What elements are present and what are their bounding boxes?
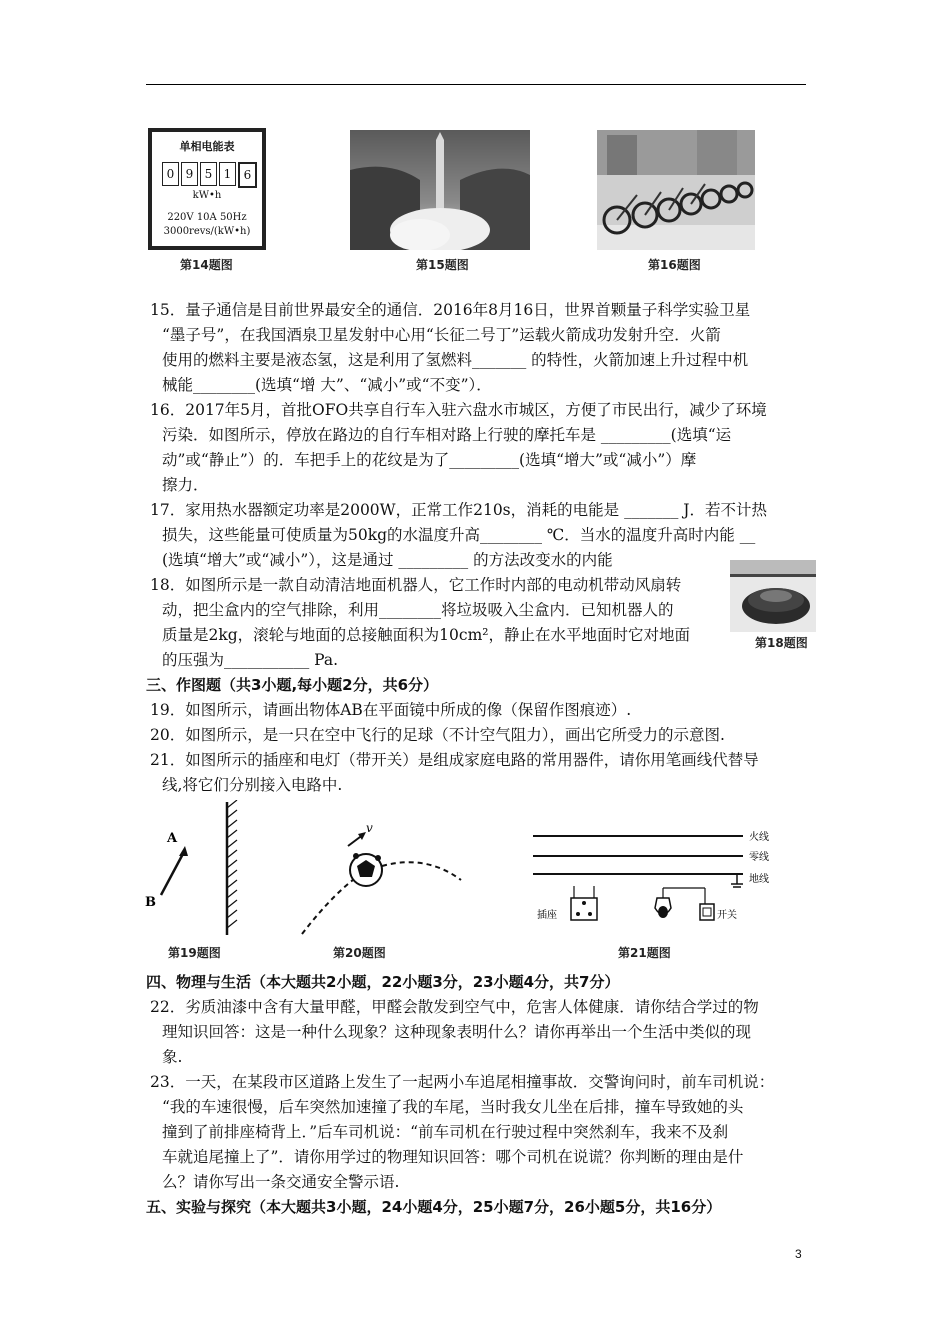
header-rule xyxy=(146,84,806,85)
section-4-heading: 四、物理与生活（本大题共2小题，22小题3分，23小题4分，共7分） xyxy=(146,973,620,991)
q23-line-3: 撞到了前排座椅背上．”后车司机说：“前车司机在行驶过程中突然刹车，我来不及刹 xyxy=(162,1123,729,1141)
page-number: 3 xyxy=(795,1247,802,1261)
q20-line-1: 20．如图所示，是一只在空中飞行的足球（不计空气阻力），画出它所受力的示意图. xyxy=(150,726,725,744)
meter-digit: 1 xyxy=(219,162,236,186)
socket-label: 插座 xyxy=(537,910,557,921)
meter-spec-2: 3000revs/(kW•h) xyxy=(163,226,251,237)
q21-line-2: 线,将它们分别接入电路中. xyxy=(162,776,343,794)
meter-digit: 0 xyxy=(162,162,179,186)
q18-line-2: 动，把尘盒内的空气排除，利用________将垃圾吸入尘盒内．已知机器人的 xyxy=(162,601,674,619)
q17-line-3: (选填“增大”或“减小”），这是通过 _________ 的方法改变水的内能 xyxy=(162,551,613,569)
meter-unit: kW•h xyxy=(192,190,222,201)
figure-20-football-diagram xyxy=(296,820,466,940)
meter-spec-1: 220V 10A 50Hz xyxy=(167,212,247,223)
q18-line-1: 18．如图所示是一款自动清洁地面机器人，它工作时内部的电动机带动风扇转 xyxy=(150,576,682,594)
q22-line-2: 理知识回答：这是一种什么现象？这种现象表明什么？请你再举出一个生活中类似的现 xyxy=(162,1023,752,1041)
figure-21-caption: 第21题图 xyxy=(618,946,671,960)
q22-line-3: 象. xyxy=(162,1048,183,1066)
q21-line-1: 21．如图所示的插座和电灯（带开关）是组成家庭电路的常用器件，请你用笔画线代替导 xyxy=(150,751,759,769)
figure-14-caption: 第14题图 xyxy=(180,258,233,272)
q23-line-4: 车就追尾撞上了”．请你用学过的物理知识回答：哪个司机在说谎？你判断的理由是什 xyxy=(162,1148,744,1166)
q23-line-2: “我的车速很慢，后车突然加速撞了我的车尾，当时我女儿坐在后排，撞车导致她的头 xyxy=(162,1098,744,1116)
figure-21-circuit-diagram xyxy=(525,826,785,936)
wire-zero-label: 零线 xyxy=(749,852,769,863)
q15-line-2: “墨子号”，在我国酒泉卫星发射中心用“长征二号丁”运载火箭成功发射升空．火箭 xyxy=(162,326,721,344)
meter-title: 单相电能表 xyxy=(179,140,235,153)
figure-16-bikes-photo xyxy=(597,130,755,250)
figure-20-caption: 第20题图 xyxy=(333,946,386,960)
q16-line-3: 动”或“静止”）的．车把手上的花纹是为了_________(选填“增大”或“减小”）摩 xyxy=(162,451,697,469)
figure-15-caption: 第15题图 xyxy=(416,258,469,272)
q16-line-1: 16．2017年5月，首批OFO共享自行车入驻六盘水市城区，方便了市民出行，减少了环境 xyxy=(150,401,767,419)
q17-line-2: 损失，这些能量可使质量为50kg的水温度升高________ ℃．当水的温度升高时内能 __ xyxy=(162,526,756,544)
q23-line-5: 么？请你写出一条交通安全警示语. xyxy=(162,1173,400,1191)
section-3-heading: 三、作图题（共3小题,每小题2分，共6分） xyxy=(146,676,439,694)
meter-digit: 6 xyxy=(238,162,257,188)
figure-15-rocket-photo xyxy=(350,130,530,250)
figure-19-mirror-diagram xyxy=(145,800,255,940)
figure-18-caption: 第18题图 xyxy=(755,636,808,650)
q15-line-4: 械能________(选填“增 大”、“减小”或“不变”）． xyxy=(162,376,492,394)
q22-line-1: 22．劣质油漆中含有大量甲醛，甲醛会散发到空气中，危害人体健康．请你结合学过的物 xyxy=(150,998,759,1016)
wire-ground-label: 地线 xyxy=(749,874,769,885)
q15-line-3: 使用的燃料主要是液态氢，这是利用了氢燃料_______ 的特性，火箭加速上升过程中机 xyxy=(162,351,749,369)
q18-line-3: 质量是2kg，滚轮与地面的总接触面积为10cm²，静止在水平地面时它对地面 xyxy=(162,626,690,644)
label-a: A xyxy=(167,831,178,846)
figure-16-caption: 第16题图 xyxy=(648,258,701,272)
wire-fire-label: 火线 xyxy=(749,832,769,843)
meter-digit: 9 xyxy=(181,162,198,186)
q17-line-1: 17．家用热水器额定功率是2000W，正常工作210s，消耗的电能是 _______ J．若不计热 xyxy=(150,501,767,519)
q19-line-1: 19．如图所示，请画出物体AB在平面镜中所成的像（保留作图痕迹）. xyxy=(150,701,632,719)
meter-digit: 5 xyxy=(200,162,217,186)
meter-digits xyxy=(162,162,257,188)
q16-line-2: 污染．如图所示，停放在路边的自行车相对路上行驶的摩托车是 _________(选填“运 xyxy=(162,426,732,444)
switch-label: 开关 xyxy=(717,910,737,921)
label-b: B xyxy=(145,895,156,910)
q18-line-4: 的压强为___________ Pa. xyxy=(162,651,339,669)
section-5-heading: 五、实验与探究（本大题共3小题，24小题4分，25小题7分，26小题5分，共16分） xyxy=(146,1198,722,1216)
q23-line-1: 23．一天，在某段市区道路上发生了一起两小车追尾相撞事故．交警询问时，前车司机说： xyxy=(150,1073,775,1091)
label-v: v xyxy=(366,821,373,835)
q16-line-4: 擦力． xyxy=(162,476,209,494)
figure-18-robot-photo xyxy=(730,560,816,632)
q15-line-1: 15．量子通信是目前世界最安全的通信．2016年8月16日，世界首颗量子科学实验卫星 xyxy=(150,301,751,319)
figure-19-caption: 第19题图 xyxy=(168,946,221,960)
figure-14-meter xyxy=(148,128,266,250)
